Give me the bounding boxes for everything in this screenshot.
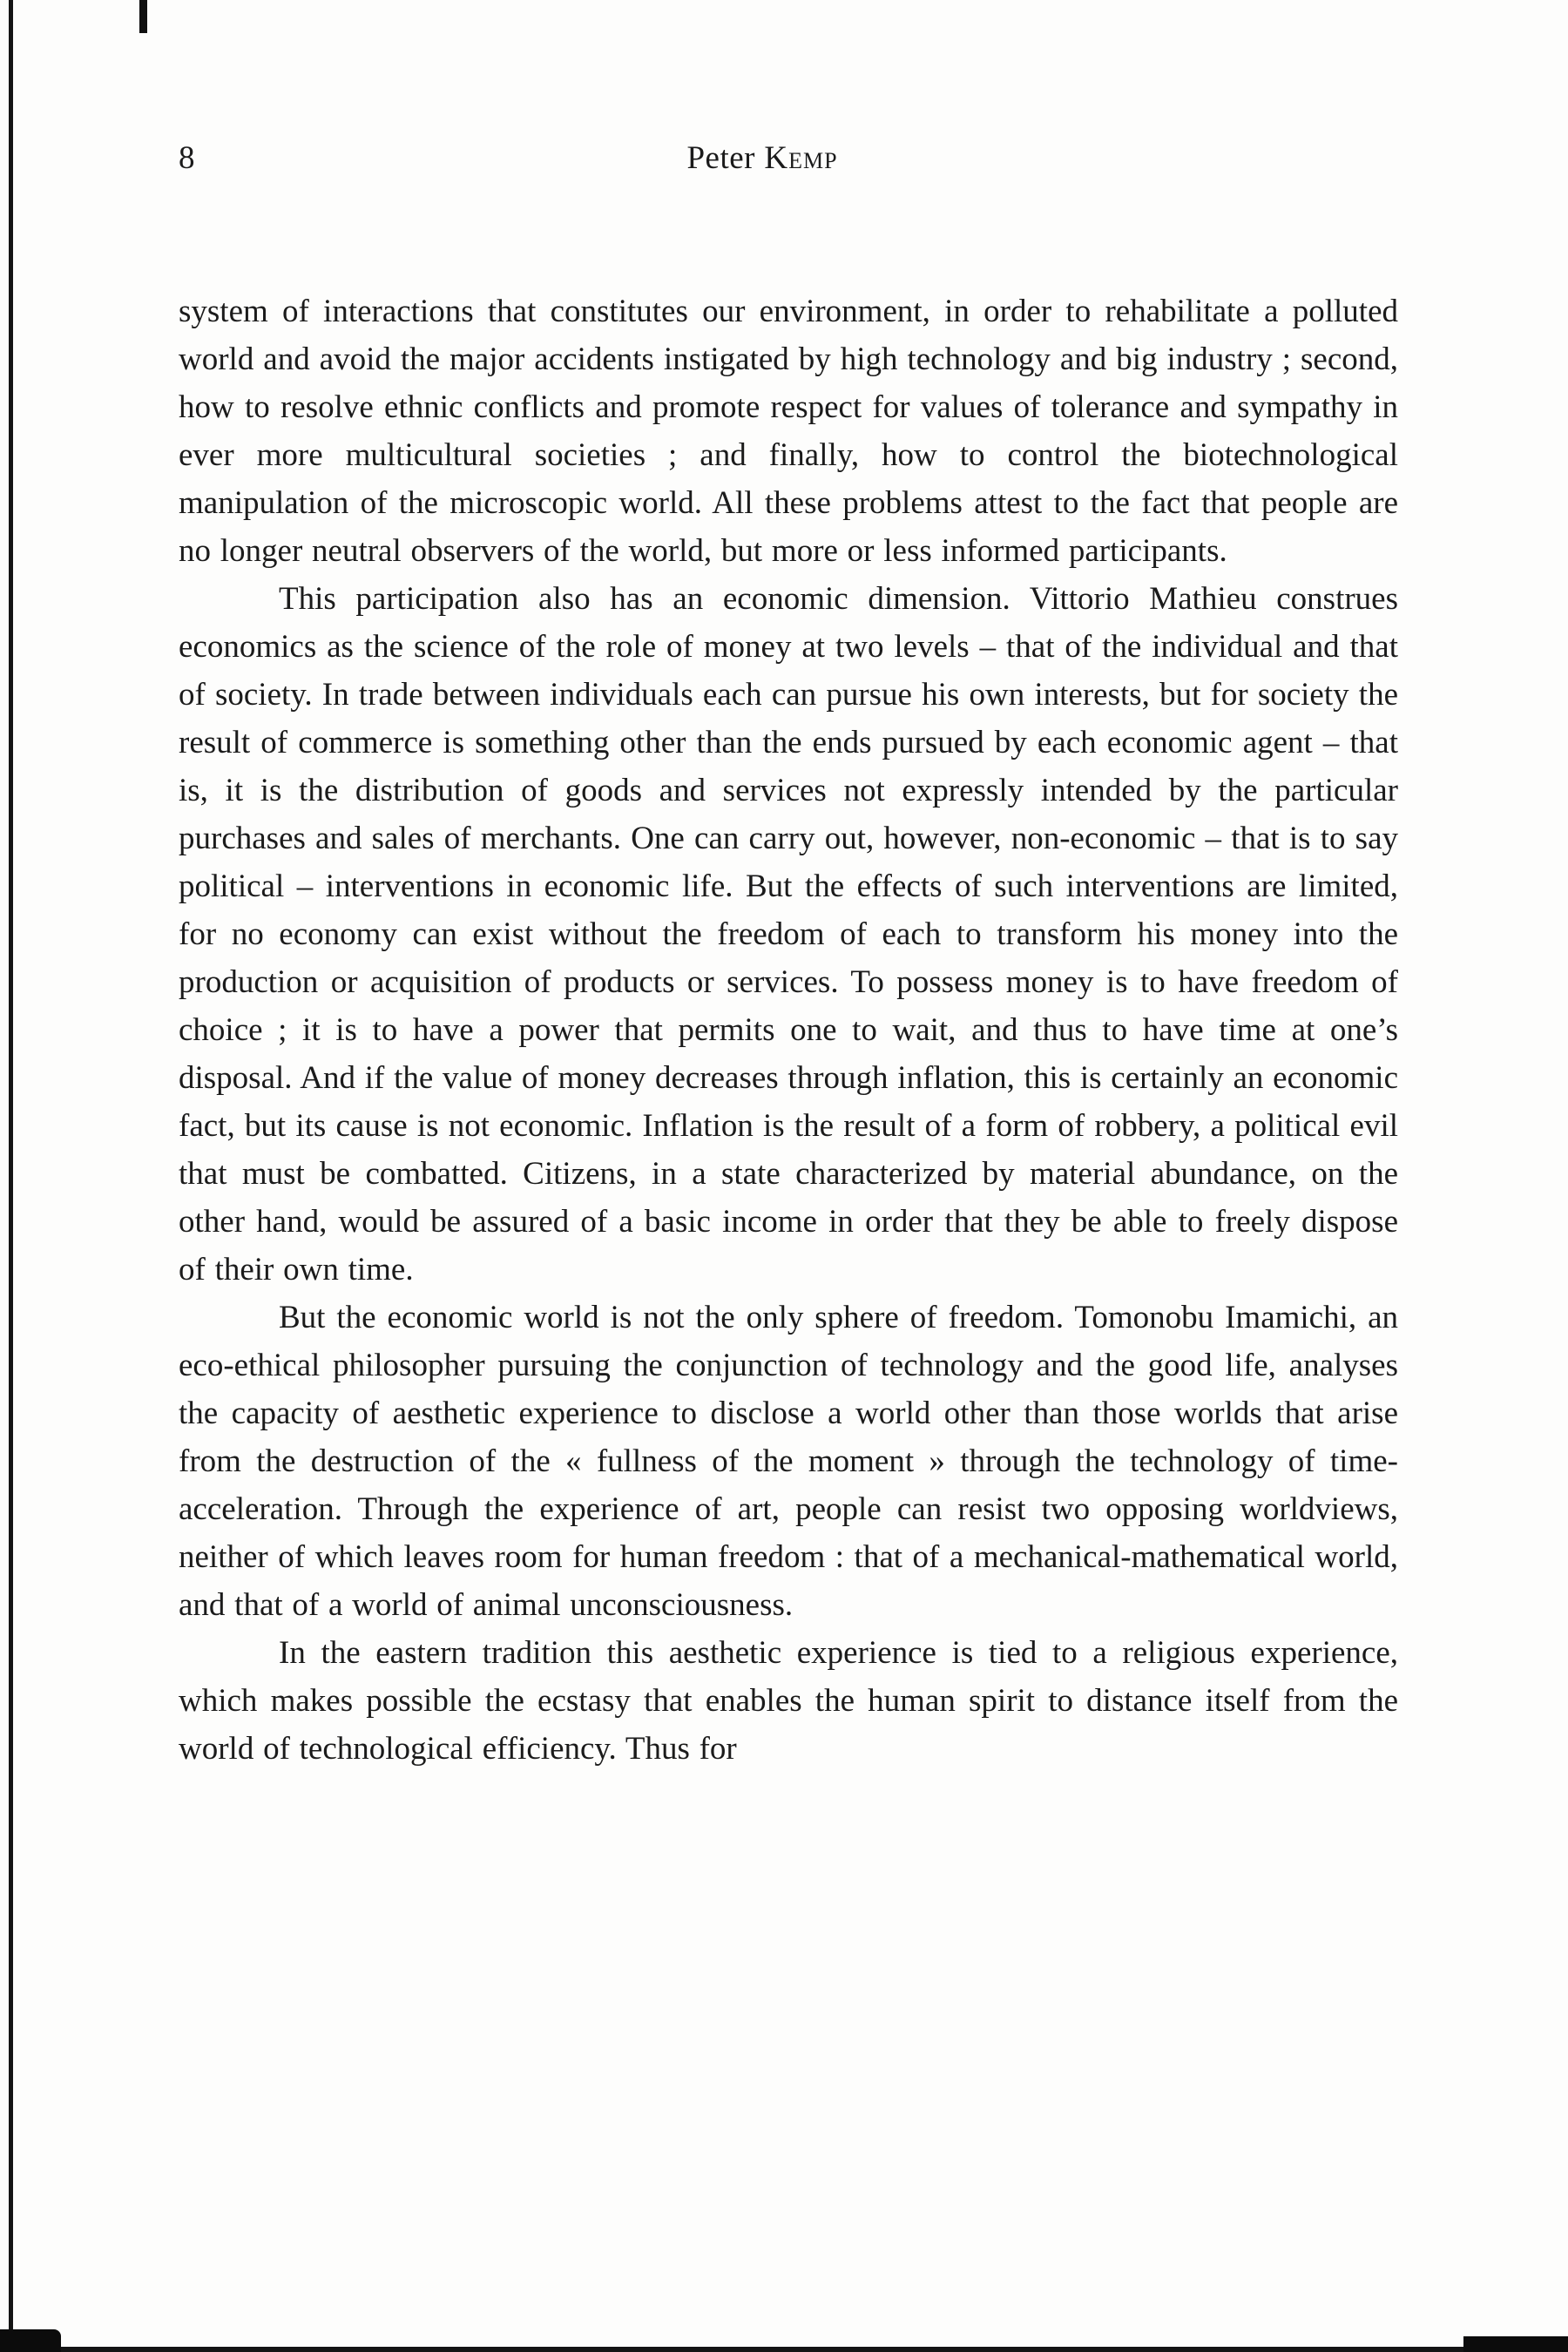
author-last-name: Kemp bbox=[764, 140, 838, 176]
scan-artifact-top-tick bbox=[139, 0, 147, 33]
paragraph-4: In the eastern tradition this aesthetic experience is tied to a religious experience, which makes possible the ecstasy that enables the human spirit to distance itself from the world of technological efficiency. Thus for bbox=[179, 1635, 1398, 1767]
paragraph-1: system of interactions that constitutes our environment, in order to rehabilitate a polluted world and avoid the major accidents instigated by high technology and big industry ; second, how to resolve ethnic conflicts and promote respect for values of tolerance and sympathy in ever more multicultural societies ; and finally, how to control the biotechnological manipulation of the microscopic world. All these problems attest to the fact that people are no longer neutral observers of the world, but more or less informed participants. bbox=[179, 294, 1398, 569]
scan-artifact-left-edge bbox=[9, 0, 13, 2352]
paragraph-3: But the economic world is not the only sphere of freedom. Tomonobu Imamichi, an eco-ethical philosopher pursuing the conjunction of technology and the good life, analyses the capacity of aesthetic experience to disclose a world other than those worlds that arise from the destruction of the « fullness of the moment » through the technology of time-acceleration. Through the experience of art, people can resist two opposing worldviews, neither of which leaves room for human freedom : that of a mechanical-mathematical world, and that of a world of animal unconsciousness. bbox=[179, 1300, 1398, 1623]
scan-artifact-bottom-left bbox=[0, 2329, 61, 2352]
author-first-name: Peter bbox=[686, 140, 755, 176]
page-body bbox=[179, 287, 1398, 1773]
running-head bbox=[179, 132, 1346, 185]
page-number: 8 bbox=[179, 140, 195, 176]
scan-artifact-bottom-edge bbox=[0, 2347, 1568, 2352]
paragraph-2: This participation also has an economic dimension. Vittorio Mathieu construes economics as the science of the role of money at two levels – that of the individual and that of society. In trade between individuals each can pursue his own interests, but for society the result of commerce is something other than the ends pursued by each economic agent – that is, it is the distribution of goods and services not expressly intended by the particular purchases and sales of merchants. One can carry out, however, non-economic – that is to say political – interventions in economic life. But the effects of such interventions are limited, for no economy can exist without the freedom of each to transform his money into the production or acquisition of products or services. To possess money is to have freedom of choice ; it is to have a power that permits one to wait, and thus to have time at one’s disposal. And if the value of money decreases through inflation, this is certainly an economic fact, but its cause is not economic. Inflation is the result of a form of robbery, a political evil that must be combatted. Citizens, in a state characterized by material abundance, on the other hand, would be assured of a basic income in order that they be able to freely dispose of their own time. bbox=[179, 581, 1398, 1288]
page-header bbox=[179, 132, 1398, 185]
scan-artifact-bottom-right bbox=[1463, 2336, 1568, 2352]
